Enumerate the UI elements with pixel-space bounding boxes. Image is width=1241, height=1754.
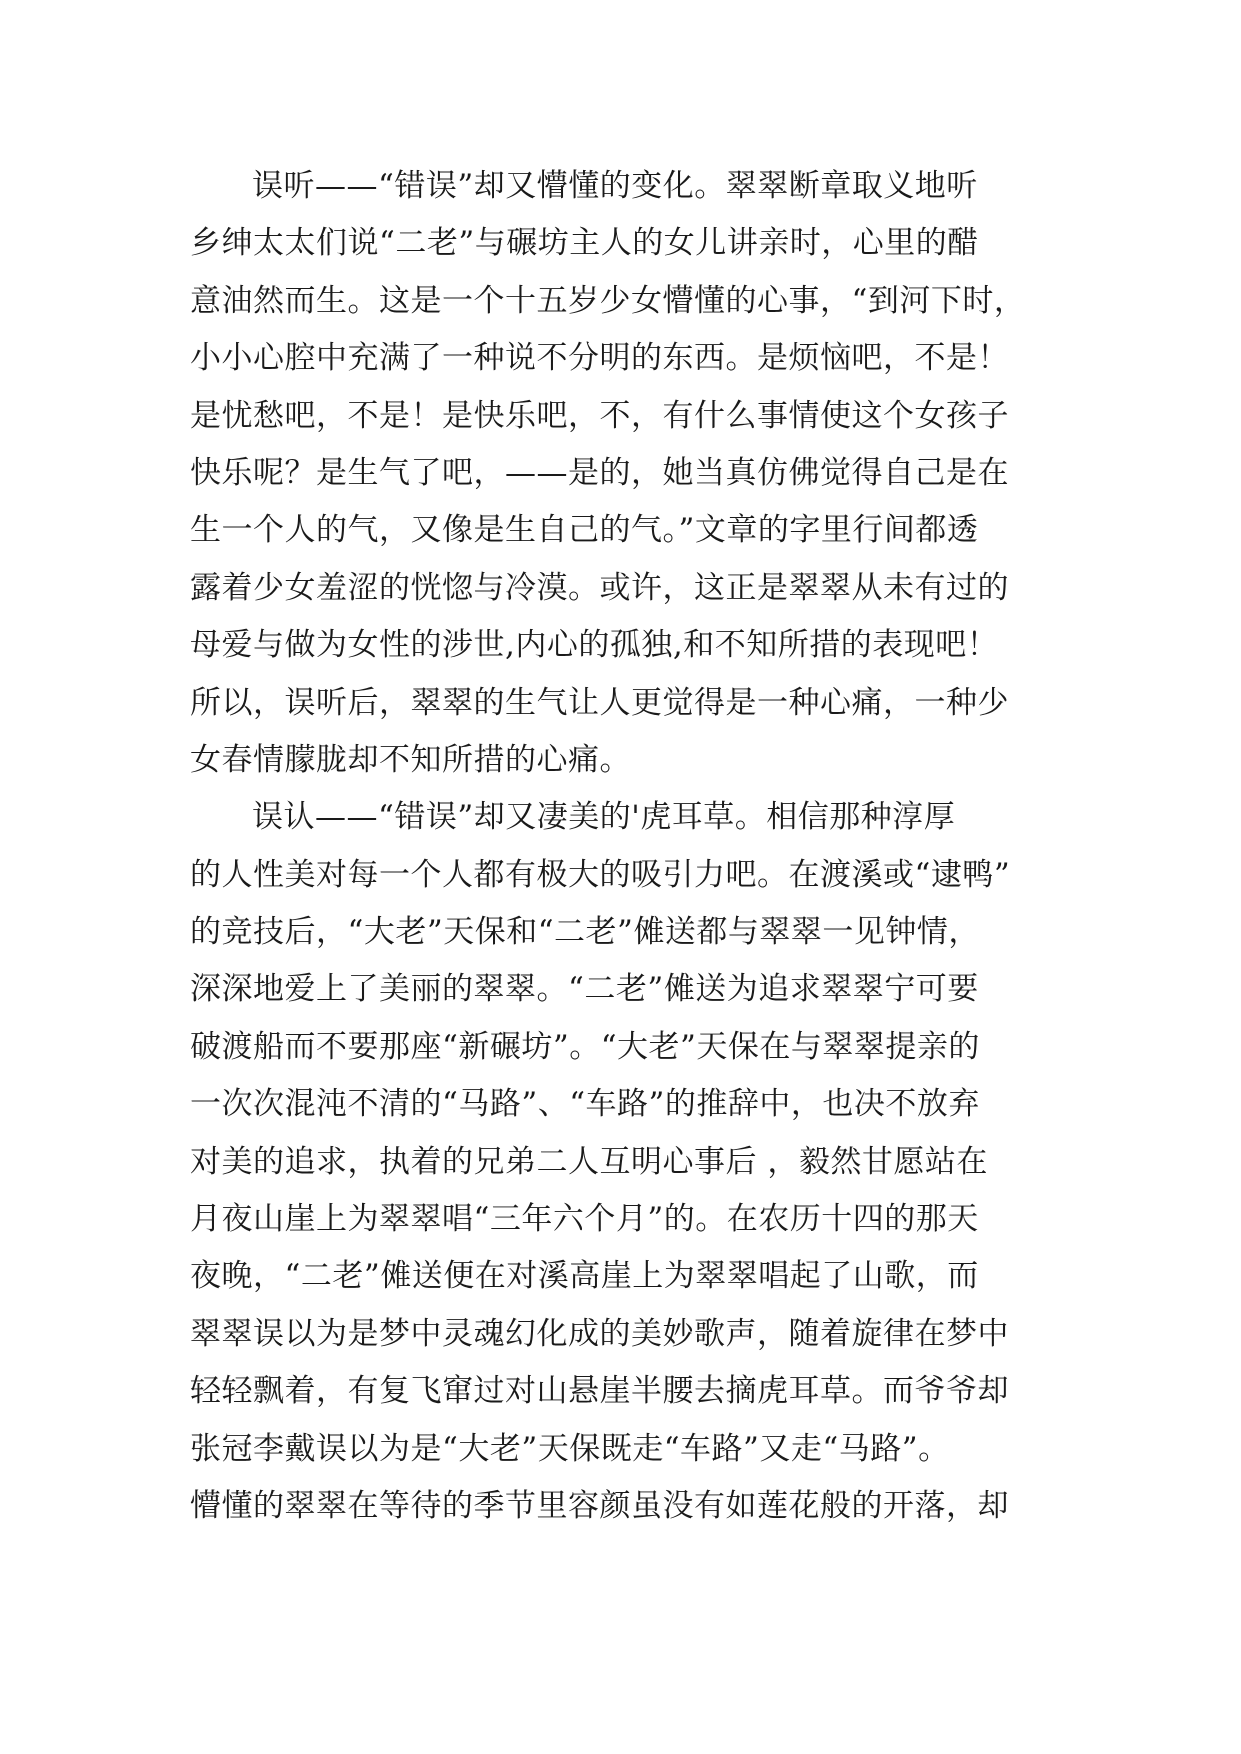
text-line: 误认——“错误”却又凄美的'虎耳草。相信那种淳厚 bbox=[252, 799, 956, 836]
text-line: 深深地爱上了美丽的翠翠。“二老”傩送为追求翠翠宁可要 bbox=[190, 971, 979, 1008]
text-line: 破渡船而不要那座“新碾坊”。“大老”天保在与翠翠提亲的 bbox=[190, 1028, 980, 1065]
text-line: 月夜山崖上为翠翠唱“三年六个月”的。在农历十四的那天 bbox=[190, 1201, 979, 1238]
text-line: 翠翠误以为是梦中灵魂幻化成的美妙歌声，随着旋律在梦中 bbox=[190, 1315, 1009, 1352]
text-line: 是忧愁吧，不是！是快乐吧，不，有什么事情使这个女孩子 bbox=[190, 397, 1009, 434]
text-line: 张冠李戴误以为是“大老”天保既走“车路”又走“马路”。 bbox=[190, 1430, 950, 1467]
text-line: 女春情朦胧却不知所措的心痛。 bbox=[190, 741, 631, 778]
paragraph-2 bbox=[190, 789, 1090, 1535]
text-line: 的人性美对每一个人都有极大的吸引力吧。在渡溪或“逮鸭” bbox=[190, 856, 1011, 893]
text-line: 懵懂的翠翠在等待的季节里容颜虽没有如莲花般的开落，却 bbox=[190, 1487, 1009, 1524]
text-line: 快乐呢？是生气了吧，——是的，她当真仿佛觉得自己是在 bbox=[190, 454, 1009, 491]
text-line: 的竞技后，“大老”天保和“二老”傩送都与翠翠一见钟情， bbox=[190, 914, 980, 951]
paragraph-1 bbox=[190, 158, 1090, 789]
body-text bbox=[190, 158, 1090, 1535]
text-line: 对美的追求，执着的兄弟二人互明心事后 ，毅然甘愿站在 bbox=[190, 1143, 988, 1180]
text-line: 生一个人的气，又像是生自己的气。”文章的字里行间都透 bbox=[190, 512, 979, 549]
text-line: 轻轻飘着，有复飞窜过对山悬崖半腰去摘虎耳草。而爷爷却 bbox=[190, 1373, 1009, 1410]
text-line: 所以，误听后，翠翠的生气让人更觉得是一种心痛，一种少 bbox=[190, 684, 1009, 721]
text-line: 误听——“错误”却又懵懂的变化。翠翠断章取义地听 bbox=[252, 168, 978, 204]
text-line: 乡绅太太们说“二老”与碾坊主人的女儿讲亲时，心里的醋 bbox=[190, 225, 979, 262]
text-line: 母爱与做为女性的涉世,内心的孤独,和不知所措的表现吧！ bbox=[190, 627, 999, 664]
text-line: 夜晚，“二老”傩送便在对溪高崖上为翠翠唱起了山歌，而 bbox=[190, 1258, 979, 1295]
text-line: 小小心腔中充满了一种说不分明的东西。是烦恼吧，不是！ bbox=[190, 340, 1009, 377]
text-line: 意油然而生。这是一个十五岁少女懵懂的心事，“到河下时， bbox=[190, 282, 1026, 319]
text-line: 露着少女羞涩的恍惚与冷漠。或许，这正是翠翠从未有过的 bbox=[190, 569, 1009, 606]
text-line: 一次次混沌不清的“马路”、“车路”的推辞中，也决不放弃 bbox=[190, 1086, 980, 1123]
